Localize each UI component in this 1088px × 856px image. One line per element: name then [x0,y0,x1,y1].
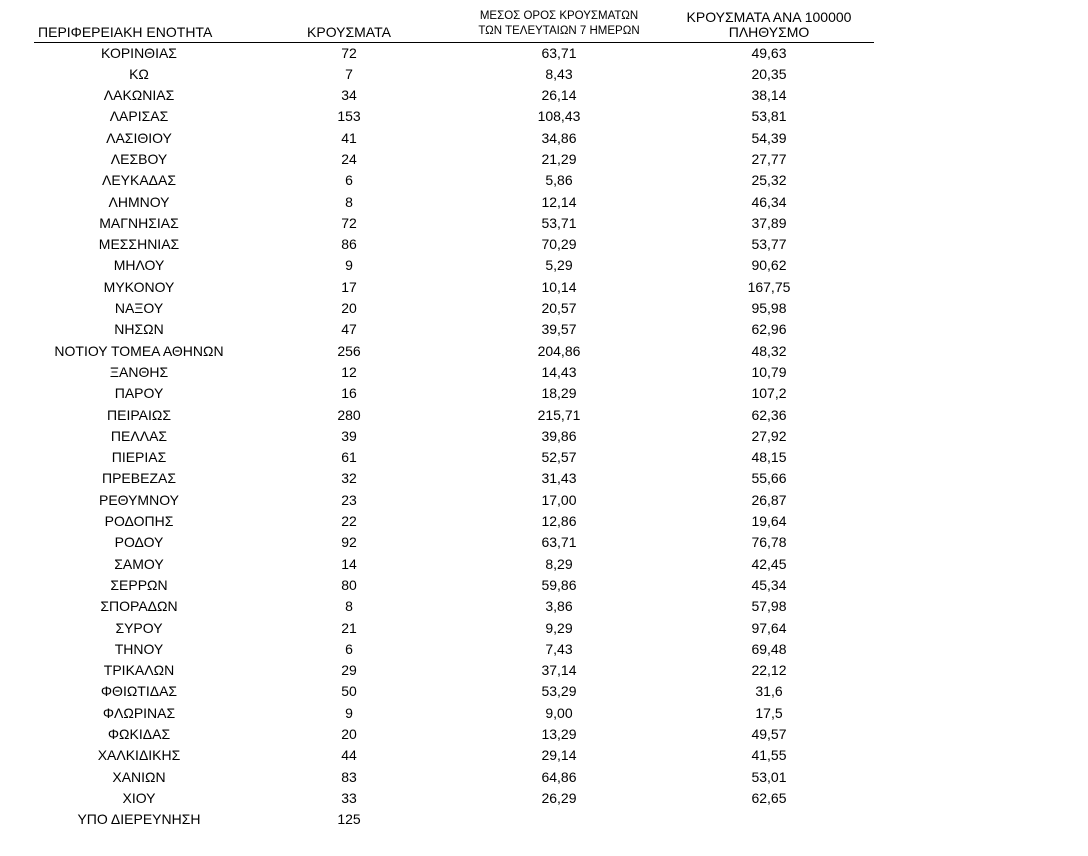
cell-avg7: 8,43 [545,65,573,82]
cell-cases: 16 [341,385,357,402]
table-row [34,298,874,319]
table-row [34,681,874,702]
cell-region: ΦΛΩΡΙΝΑΣ [102,704,176,721]
table-row [34,596,874,617]
cell-cases: 8 [345,193,353,210]
cell-region: ΝΗΣΩΝ [114,321,164,338]
table-row [34,319,874,340]
cell-cases: 20 [341,300,357,317]
cell-avg7: 8,29 [545,555,573,572]
cell-region: ΝΑΞΟΥ [114,300,164,317]
header-per100k [664,0,874,42]
header-avg7-line1: ΜΕΣΟΣ ΟΡΟΣ ΚΡΟΥΣΜΑΤΩΝ [479,9,639,22]
cell-region: ΣΑΜΟΥ [114,555,164,572]
cell-region: ΞΑΝΘΗΣ [109,363,169,380]
cell-cases: 6 [345,640,353,657]
table-row [34,660,874,681]
cell-region: ΧΙΟΥ [122,789,156,806]
header-cases [244,0,454,42]
cell-per100k: 22,12 [751,662,787,679]
cell-region: ΡΕΘΥΜΝΟΥ [98,491,179,508]
cell-region: ΠΕΙΡΑΙΩΣ [107,406,171,423]
cell-avg7: 12,86 [541,513,577,530]
table-row [34,554,874,575]
cell-per100k: 26,87 [751,491,787,508]
cell-per100k: 17,5 [755,704,783,721]
cell-avg7: 215,71 [537,406,581,423]
cell-per100k: 42,45 [751,555,787,572]
cell-cases: 86 [341,236,357,253]
header-region-label: ΠΕΡΙΦΕΡΕΙΑΚΗ ΕΝΟΤΗΤΑ [38,23,213,40]
cell-avg7: 64,86 [541,768,577,785]
cell-region: ΛΗΜΝΟΥ [108,193,170,210]
cell-region: ΚΟΡΙΝΘΙΑΣ [101,44,177,61]
cell-region: ΠΙΕΡΙΑΣ [111,449,167,466]
cell-per100k: 20,35 [751,65,787,82]
table-row [34,149,874,170]
cell-avg7: 9,00 [545,704,573,721]
cell-region: ΧΑΛΚΙΔΙΚΗΣ [97,747,181,764]
cell-region: ΠΑΡΟΥ [114,385,164,402]
cell-cases: 33 [341,789,357,806]
cell-avg7: 53,29 [541,683,577,700]
cell-cases: 39 [341,427,357,444]
cell-per100k: 53,01 [751,768,787,785]
cell-avg7: 9,29 [545,619,573,636]
cell-per100k: 76,78 [751,534,787,551]
cell-avg7: 70,29 [541,236,577,253]
cell-region: ΛΑΡΙΣΑΣ [109,108,169,125]
cell-per100k: 41,55 [751,747,787,764]
table-row [34,192,874,213]
cell-region: ΠΡΕΒΕΖΑΣ [101,470,176,487]
cell-avg7: 26,14 [541,87,577,104]
cell-per100k: 46,34 [751,193,787,210]
header-avg7 [454,0,664,42]
cell-per100k: 48,32 [751,342,787,359]
table-row [34,532,874,553]
table-row [34,809,874,830]
cell-region: ΣΕΡΡΩΝ [110,576,168,593]
cell-per100k: 90,62 [751,257,787,274]
cell-cases: 92 [341,534,357,551]
cell-avg7: 63,71 [541,44,577,61]
cell-avg7: 39,86 [541,427,577,444]
cell-cases: 80 [341,576,357,593]
cell-per100k: 48,15 [751,449,787,466]
table-row [34,447,874,468]
cell-cases: 29 [341,662,357,679]
cell-cases: 9 [345,257,353,274]
cell-per100k: 53,81 [751,108,787,125]
cell-cases: 47 [341,321,357,338]
cell-cases: 22 [341,513,357,530]
table-row [34,724,874,745]
cell-per100k: 19,64 [751,513,787,530]
cell-avg7: 37,14 [541,662,577,679]
table-row [34,788,874,809]
cell-per100k: 62,96 [751,321,787,338]
header-avg7-line2: ΤΩΝ ΤΕΛΕΥΤΑΙΩΝ 7 ΗΜΕΡΩΝ [478,24,640,37]
table-row [34,511,874,532]
table-row [34,341,874,362]
table-header [34,0,874,42]
cell-region: ΤΗΝΟΥ [114,640,164,657]
table-row [34,490,874,511]
header-per100k-line2: ΠΛΗΘΥΣΜΟ [728,23,810,40]
cell-cases: 34 [341,87,357,104]
cell-avg7: 63,71 [541,534,577,551]
cell-cases: 23 [341,491,357,508]
table-row [34,575,874,596]
cell-region: ΜΗΛΟΥ [113,257,165,274]
cell-region: ΦΘΙΩΤΙΔΑΣ [100,683,178,700]
cell-region: ΡΟΔΟΠΗΣ [104,513,174,530]
cases-table [34,0,874,830]
cell-avg7: 13,29 [541,726,577,742]
table-body [34,42,874,830]
cell-region: ΡΟΔΟΥ [114,534,164,551]
cell-cases: 12 [341,363,357,380]
table-row [34,639,874,660]
table-row [34,85,874,106]
cell-avg7: 108,43 [537,108,581,125]
cell-cases: 14 [341,555,357,572]
table-row [34,362,874,383]
cell-avg7: 21,29 [541,150,577,167]
cell-cases: 6 [345,172,353,189]
cell-avg7: 5,86 [545,172,573,189]
cell-avg7: 53,71 [541,214,577,231]
cell-per100k: 45,34 [751,576,787,593]
cell-cases: 24 [341,150,357,167]
cell-avg7: 7,43 [545,640,573,657]
table-row [34,170,874,191]
table-row [34,767,874,788]
cell-per100k: 27,77 [751,150,787,167]
cell-cases: 32 [341,470,357,487]
cell-avg7: 31,43 [541,470,577,487]
header-per100k-line1: ΚΡΟΥΣΜΑΤΑ ΑΝΑ 100000 [686,8,852,25]
cell-cases: 72 [341,44,357,61]
cell-avg7: 18,29 [541,385,577,402]
table-row [34,64,874,85]
cell-per100k: 49,63 [751,44,787,61]
cell-avg7: 39,57 [541,321,577,338]
header-region [34,0,244,42]
header-row [34,0,874,42]
cell-region: ΜΑΓΝΗΣΙΑΣ [99,214,179,231]
table-row [34,618,874,639]
header-cases-label: ΚΡΟΥΣΜΑΤΑ [307,23,391,40]
cell-avg7: 17,00 [541,491,577,508]
cell-cases: 9 [345,704,353,721]
table-row [34,468,874,489]
cell-per100k: 37,89 [751,214,787,231]
cell-region: ΜΥΚΟΝΟΥ [103,278,175,295]
cell-cases: 41 [341,129,357,146]
cell-cases: 8 [345,598,353,615]
cell-per100k: 62,65 [751,789,787,806]
cell-region: ΧΑΝΙΩΝ [112,768,166,785]
cell-per100k: 27,92 [751,427,787,444]
cell-avg7: 29,14 [541,747,577,764]
cell-avg7: 10,14 [541,278,577,295]
table-row [34,213,874,234]
cell-region: ΥΠΟ ΔΙΕΡΕΥΝΗΣΗ [77,811,201,828]
cell-region: ΝΟΤΙΟΥ ΤΟΜΕΑ ΑΘΗΝΩΝ [54,342,224,359]
cell-avg7: 26,29 [541,789,577,806]
cell-per100k: 55,66 [751,470,787,487]
cell-region: ΣΠΟΡΑΔΩΝ [100,598,178,615]
cell-cases: 256 [337,342,361,359]
table-row [34,128,874,149]
cell-cases: 153 [337,108,361,125]
cell-per100k: 10,79 [751,363,787,380]
cell-cases: 50 [341,683,357,700]
cell-cases: 21 [341,619,357,636]
cell-per100k: 53,77 [751,236,787,253]
cell-per100k: 38,14 [751,87,787,104]
table-row [34,383,874,404]
cell-per100k: 167,75 [747,278,791,295]
cell-avg7: 5,29 [545,257,573,274]
table-row [34,42,874,64]
cell-cases: 44 [341,747,357,764]
cell-avg7: 52,57 [541,449,577,466]
cell-region: ΛΑΚΩΝΙΑΣ [103,87,175,104]
cell-avg7: 20,57 [541,300,577,317]
cell-region: ΦΩΚΙΔΑΣ [107,726,171,742]
cell-per100k: 54,39 [751,129,787,146]
cell-avg7: 12,14 [541,193,577,210]
cell-per100k: 25,32 [751,172,787,189]
cell-region: ΛΕΥΚΑΔΑΣ [101,172,177,189]
cell-avg7: 3,86 [545,598,573,615]
cell-per100k: 57,98 [751,598,787,615]
cell-cases: 125 [337,811,361,828]
cell-region: ΚΩ [129,65,149,82]
cell-avg7: 204,86 [537,342,581,359]
cell-cases: 61 [341,449,357,466]
table-row [34,405,874,426]
table-row [34,745,874,766]
cell-region: ΛΕΣΒΟΥ [110,150,168,167]
cell-per100k: 69,48 [751,640,787,657]
cell-avg7: 59,86 [541,576,577,593]
cell-region: ΜΕΣΣΗΝΙΑΣ [98,236,180,253]
cell-avg7: 14,43 [541,363,577,380]
cell-per100k [664,809,874,830]
cell-region: ΤΡΙΚΑΛΩΝ [103,662,175,679]
cell-avg7 [454,809,664,830]
table-row [34,426,874,447]
cell-per100k: 107,2 [751,385,787,402]
table-row [34,234,874,255]
table-row [34,703,874,724]
cell-per100k: 97,64 [751,619,787,636]
table-row [34,277,874,298]
cell-region: ΛΑΣΙΘΙΟΥ [106,129,172,146]
table-row [34,106,874,127]
cell-cases: 17 [341,278,357,295]
cell-cases: 20 [341,726,357,742]
cell-per100k: 62,36 [751,406,787,423]
cell-avg7: 34,86 [541,129,577,146]
cell-region: ΣΥΡΟΥ [115,619,163,636]
cell-cases: 72 [341,214,357,231]
cell-cases: 7 [345,65,353,82]
cell-per100k: 31,6 [755,683,783,700]
cell-cases: 280 [337,406,361,423]
cell-region: ΠΕΛΛΑΣ [110,427,168,444]
cell-per100k: 95,98 [751,300,787,317]
cell-per100k: 49,57 [751,726,787,742]
cell-cases: 83 [341,768,357,785]
table-row [34,255,874,276]
